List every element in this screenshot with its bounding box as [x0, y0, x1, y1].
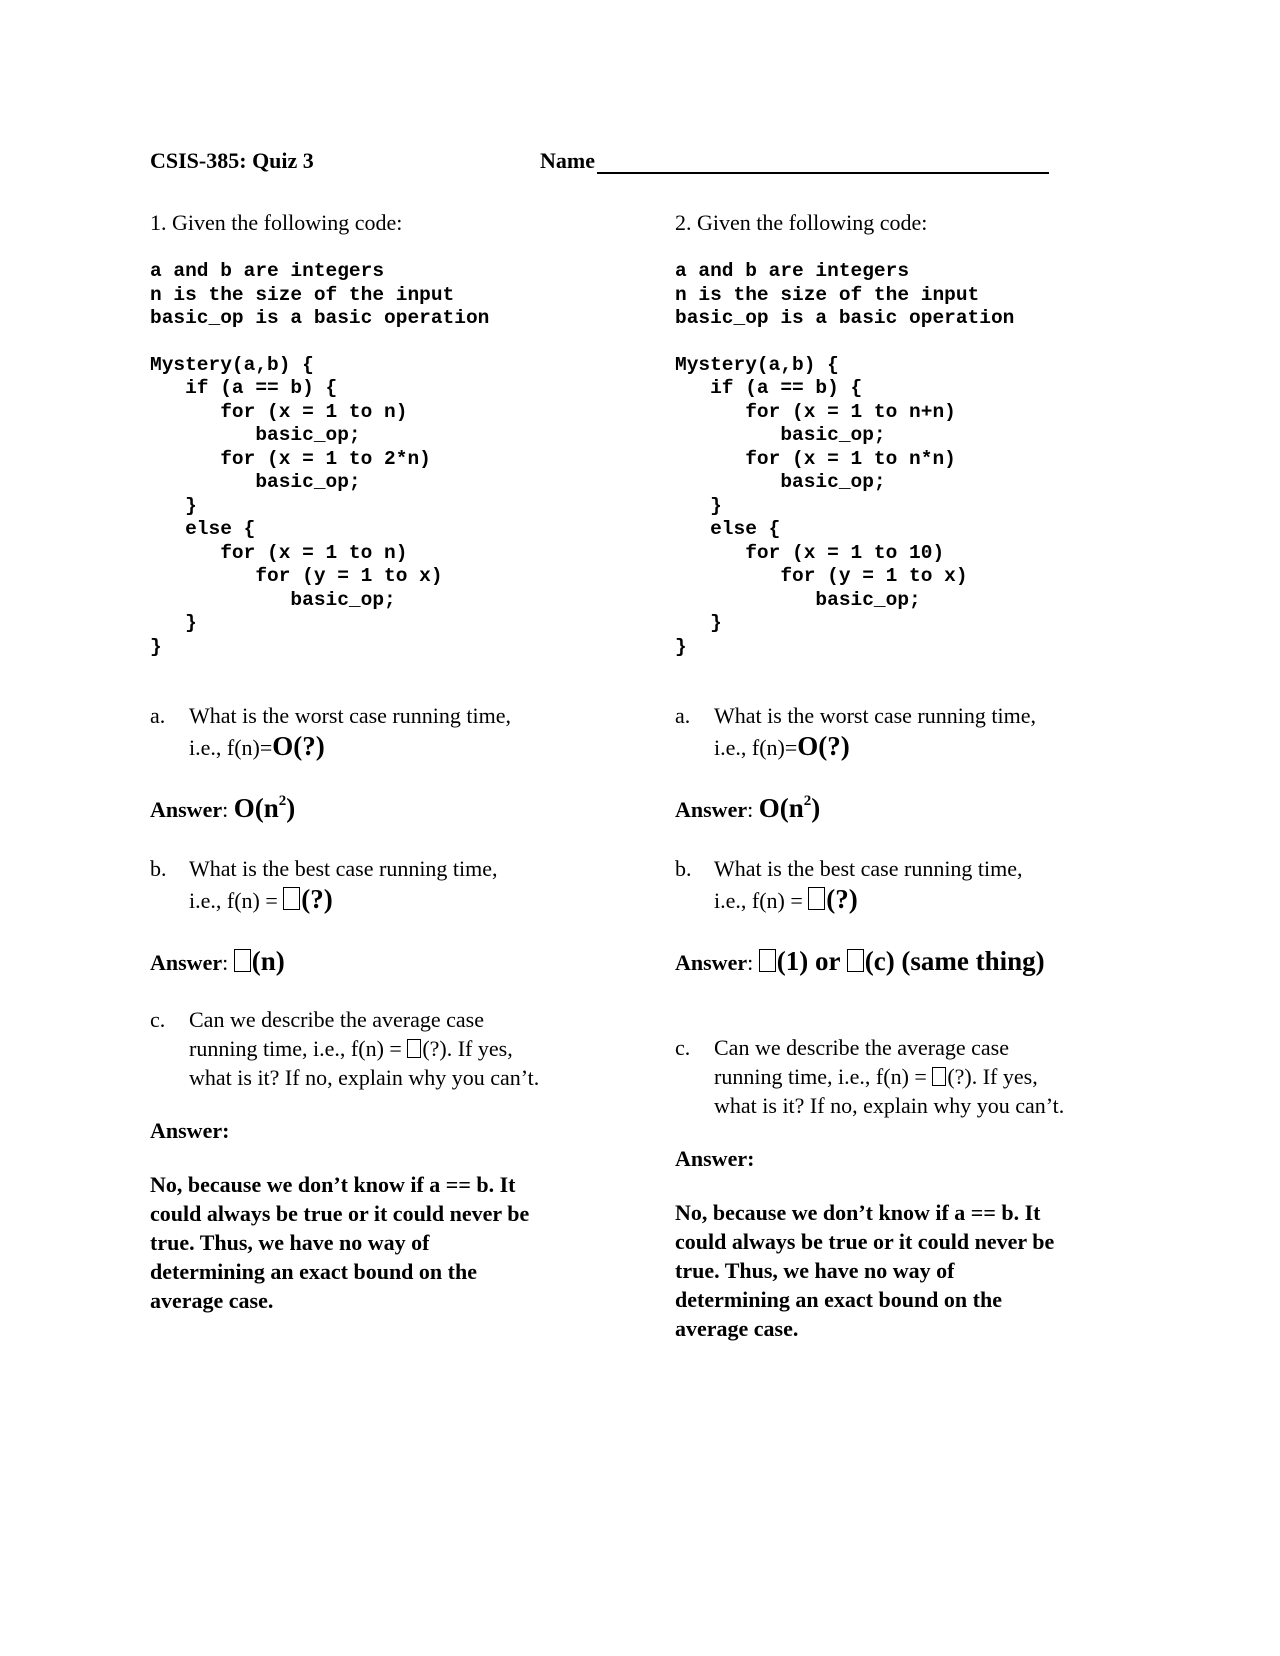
name-label: Name — [540, 148, 595, 173]
explanation-line: could always be true or it could never be — [675, 1229, 1055, 1254]
code-function — [675, 354, 1145, 660]
subquestion-a — [150, 701, 620, 763]
code-line: a and b are integers — [675, 260, 910, 282]
code-line: } — [150, 635, 162, 658]
omega-notation: (?) — [826, 884, 858, 914]
subquestion-text: i.e., f(n)= — [714, 735, 798, 760]
explanation-line: average case. — [150, 1288, 274, 1313]
answer-label: Answer — [150, 950, 223, 975]
answer-value: (c) (same thing) — [864, 946, 1045, 976]
missing-glyph-box-icon — [759, 949, 776, 972]
subquestion-letter: b. — [150, 856, 167, 881]
subquestion-letter: b. — [675, 856, 692, 881]
answer-label: Answer — [675, 950, 748, 975]
quiz-title: CSIS-385: Quiz 3 — [150, 148, 314, 173]
explanation-line: could always be true or it could never be — [150, 1201, 530, 1226]
subquestion-c — [675, 1033, 1145, 1120]
omega-notation: (?) — [301, 884, 333, 914]
subquestion-letter: a. — [150, 703, 166, 728]
subquestion-text: Can we describe the average case — [189, 1007, 485, 1032]
answer-explanation — [150, 1170, 620, 1315]
question-heading: 1. Given the following code: — [150, 210, 403, 235]
big-o-notation: O(?) — [797, 731, 850, 761]
code-line: basic_op; — [150, 471, 361, 493]
code-line: basic_op; — [675, 471, 886, 493]
answer-value: $O(n^2)$ — [758, 793, 821, 823]
subquestion-text: What is the best case running time, — [189, 856, 498, 881]
code-line: Mystery(a,b) { — [675, 353, 839, 376]
explanation-line: average case. — [675, 1316, 799, 1341]
code-line: a and b are integers — [150, 260, 385, 282]
subquestion-text: (?). If yes, — [947, 1064, 1038, 1089]
subquestion-text: What is the best case running time, — [714, 856, 1023, 881]
code-preamble — [150, 260, 620, 331]
explanation-line: determining an exact bound on the — [150, 1259, 477, 1284]
big-o-notation: O(?) — [272, 731, 325, 761]
code-line: else { — [675, 518, 781, 540]
subquestion-text: What is the worst case running time, — [189, 703, 511, 728]
answer-value: (1) or — [776, 946, 847, 976]
missing-glyph-box-icon — [283, 887, 300, 910]
subquestion-text: i.e., f(n) = — [189, 888, 284, 913]
code-line: else { — [150, 518, 256, 540]
code-line: } — [675, 635, 687, 658]
explanation-line: No, because we don’t know if a == b. It — [675, 1200, 1041, 1225]
missing-glyph-box-icon — [847, 949, 864, 972]
subquestion-letter: c. — [675, 1035, 691, 1060]
code-line: for (x = 1 to n) — [150, 400, 408, 423]
subquestion-text: i.e., f(n) = — [714, 888, 809, 913]
subquestion-b — [675, 854, 1145, 916]
subquestion-c — [150, 1005, 620, 1092]
name-field — [540, 148, 1049, 174]
missing-glyph-box-icon — [407, 1039, 421, 1058]
code-line: n is the size of the input — [150, 283, 455, 306]
code-line: n is the size of the input — [675, 283, 980, 306]
answer-explanation — [675, 1198, 1145, 1343]
code-line: basic_op; — [675, 588, 921, 611]
code-line: } — [675, 612, 722, 634]
code-line: for (y = 1 to x) — [150, 565, 443, 587]
code-function — [150, 354, 620, 660]
answer-value: $O(n^2)$ — [233, 793, 296, 823]
subquestion-text: running time, i.e., f(n) = — [189, 1036, 408, 1061]
question-2 — [675, 210, 1145, 1343]
code-line: Mystery(a,b) { — [150, 353, 314, 376]
question-heading: 2. Given the following code: — [675, 210, 928, 235]
missing-glyph-box-icon — [234, 949, 251, 972]
code-line: for (y = 1 to x) — [675, 565, 968, 587]
name-blank-line[interactable] — [597, 150, 1049, 174]
subquestion-text: what is it? If no, explain why you can’t. — [714, 1093, 1065, 1118]
code-line: for (x = 1 to 2*n) — [150, 447, 431, 470]
code-line: basic_op is a basic operation — [675, 307, 1015, 329]
answer-value: (n) — [251, 946, 285, 976]
explanation-line: No, because we don’t know if a == b. It — [150, 1172, 516, 1197]
code-line: basic_op; — [675, 424, 886, 446]
explanation-line: true. Thus, we have no way of — [675, 1258, 955, 1283]
code-line: basic_op; — [150, 424, 361, 446]
answer-a: Answer: $O(n^2)$ — [150, 793, 296, 823]
code-line: } — [675, 494, 722, 517]
code-line: basic_op; — [150, 588, 396, 611]
subquestion-text: i.e., f(n)= — [189, 735, 273, 760]
explanation-line: determining an exact bound on the — [675, 1287, 1002, 1312]
answer-label: Answer: — [675, 1146, 755, 1171]
code-line: } — [150, 494, 197, 517]
answer-b: Answer: (1) or (c) (same thing) — [675, 946, 1045, 976]
subquestion-text: Can we describe the average case — [714, 1035, 1010, 1060]
subquestion-a — [675, 701, 1145, 763]
code-line: basic_op is a basic operation — [150, 307, 490, 329]
explanation-line: true. Thus, we have no way of — [150, 1230, 430, 1255]
subquestion-text: What is the worst case running time, — [714, 703, 1036, 728]
answer-a: Answer: $O(n^2)$ — [675, 793, 821, 823]
code-line: for (x = 1 to 10) — [675, 541, 945, 564]
subquestion-text: running time, i.e., f(n) = — [714, 1064, 933, 1089]
answer-label: Answer — [675, 797, 748, 822]
answer-label: Answer: — [150, 1118, 230, 1143]
missing-glyph-box-icon — [808, 887, 825, 910]
code-line: for (x = 1 to n) — [150, 541, 408, 564]
answer-b: Answer: (n) — [150, 946, 285, 976]
code-line: if (a == b) { — [150, 377, 338, 399]
code-line: } — [150, 612, 197, 634]
subquestion-b — [150, 854, 620, 916]
subquestion-text: (?). If yes, — [422, 1036, 513, 1061]
question-1 — [150, 210, 620, 1315]
subquestion-letter: c. — [150, 1007, 166, 1032]
subquestion-letter: a. — [675, 703, 691, 728]
missing-glyph-box-icon — [932, 1067, 946, 1086]
code-line: if (a == b) { — [675, 377, 863, 399]
answer-label: Answer — [150, 797, 223, 822]
code-preamble — [675, 260, 1145, 331]
code-line: for (x = 1 to n*n) — [675, 447, 956, 470]
subquestion-text: what is it? If no, explain why you can’t. — [189, 1065, 540, 1090]
code-line: for (x = 1 to n+n) — [675, 400, 956, 423]
